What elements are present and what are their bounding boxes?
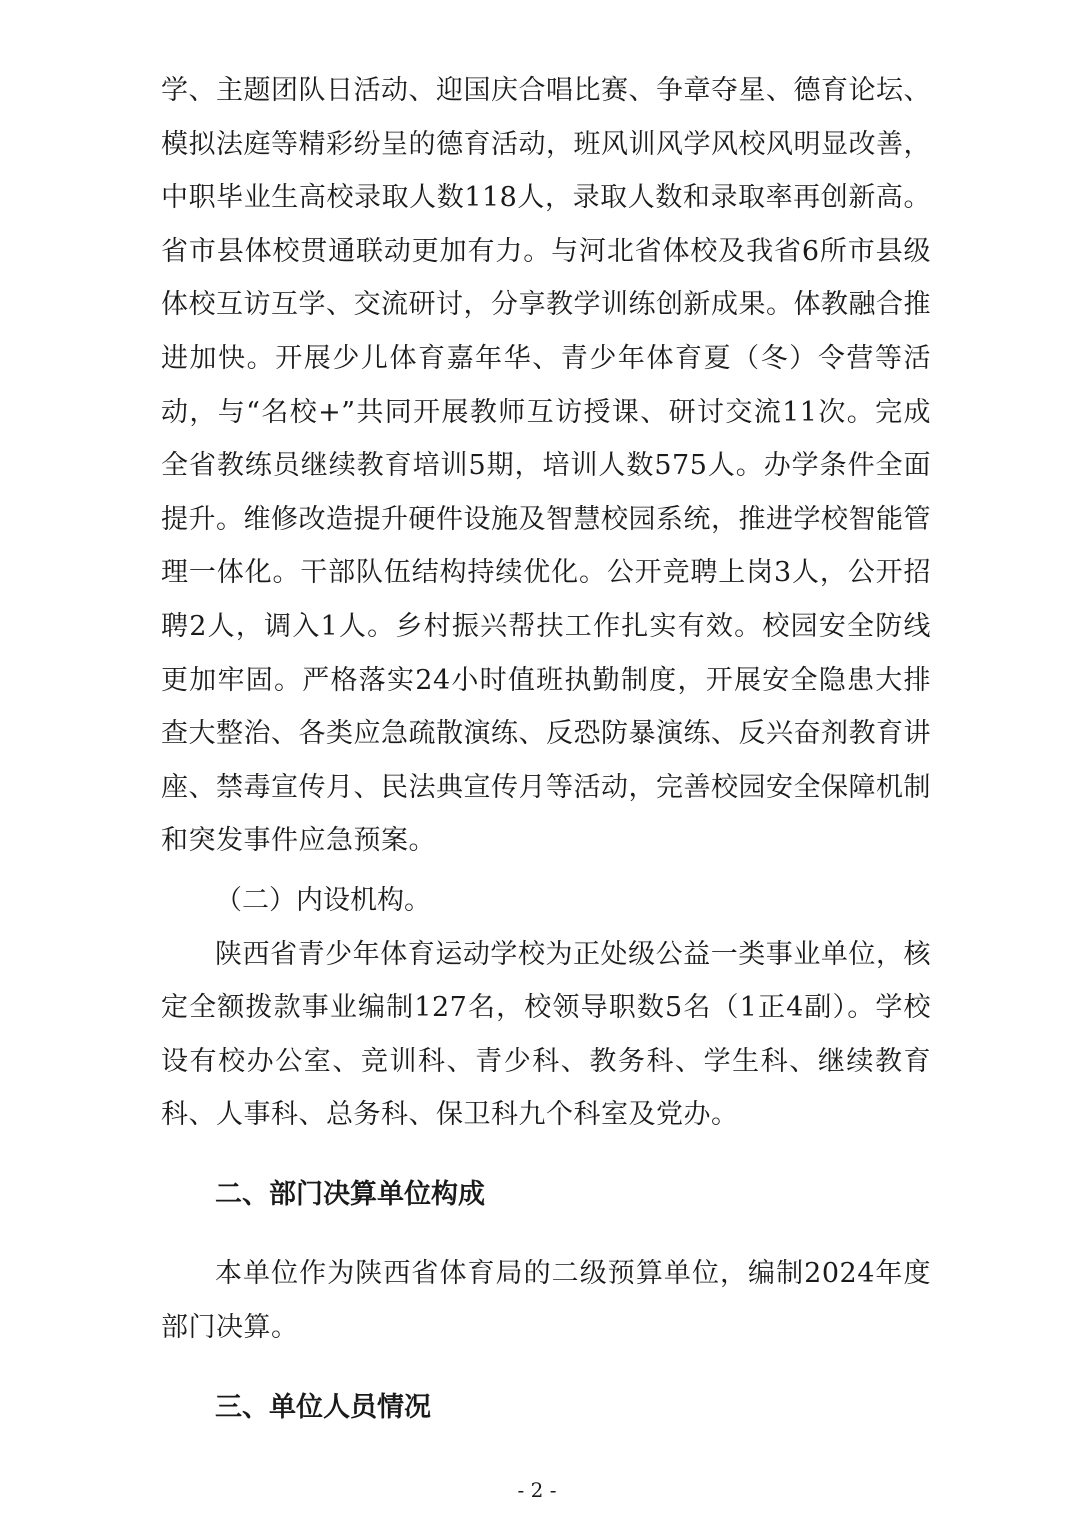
body-paragraph-3: 本单位作为陕西省体育局的二级预算单位，编制2024年度部门决算。	[161, 1258, 931, 1344]
body-paragraph-1: 学、主题团队日活动、迎国庆合唱比赛、争章夺星、德育论坛、模拟法庭等精彩纷呈的德育活动，班风训风学风校风明显改善，中职毕业生高校录取人数118人，录取人数和录取率再创新高。省市县体校贯通联动更加有力。与河北省体校及我省6所市县级体校互访互学、交流研讨，分享教学训练创新成果。体教融合推进加快。开展少儿体育嘉年华、青少年体育夏（冬）令营等活动，与“名校+”共同开展教师互访授课、研讨交流11次。完成全省教练员继续教育培训5期，培训人数575人。办学条件全面提升。维修改造提升硬件设施及智慧校园系统，推进学校智能管理一体化。干部队伍结构持续优化。公开竞聘上岗3人，公开招聘2人，调入1人。乡村振兴帮扶工作扎实有效。校园安全防线更加牢固。严格落实24小时值班执勤制度，开展安全隐患大排查大整治、各类应急疏散演练、反恐防暴演练、反兴奋剂教育讲座、禁毒宣传月、民法典宣传月等活动，完善校园安全保障机制和突发事件应急预案。	[161, 75, 931, 857]
section-heading-unit-composition: 二、部门决算单位构成	[215, 1178, 485, 1210]
section-heading-staff: 三、单位人员情况	[215, 1391, 431, 1423]
document-page	[161, 64, 931, 1434]
body-paragraph-2: 陕西省青少年体育运动学校为正处级公益一类事业单位，核定全额拨款事业编制127名，校领导职数5名（1正4副）。学校设有校办公室、竞训科、青少科、教务科、学生科、继续教育科、人事科、总务科、保卫科九个科室及党办。	[161, 938, 931, 1131]
page-number: - 2 -	[517, 1478, 557, 1502]
subheading-internal-organization: （二）内设机构。	[215, 884, 431, 916]
